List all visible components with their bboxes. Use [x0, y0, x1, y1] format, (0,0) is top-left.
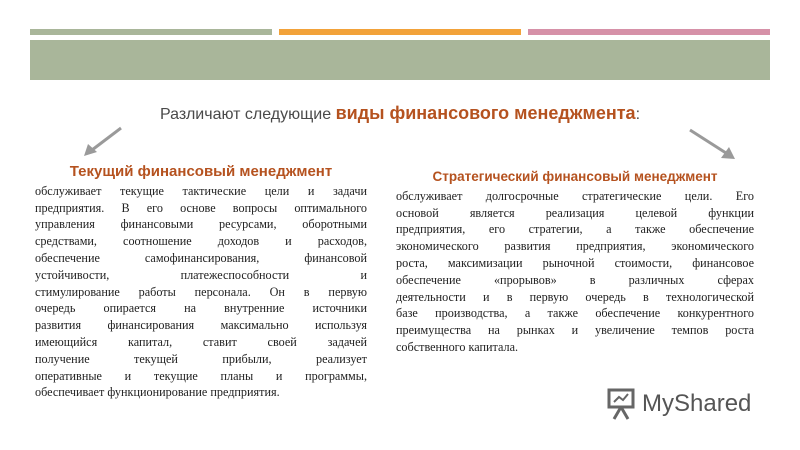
heading-suffix: :: [635, 106, 641, 123]
text-line: устойчивости, платежеспособности и: [35, 267, 367, 282]
text-line: собственного капитала.: [396, 339, 519, 354]
strategic-management-column: [396, 169, 754, 356]
decor-stripe-green: [30, 29, 272, 35]
decor-stripe-orange: [279, 29, 521, 35]
text-line: обеспечивает функционирование предприятия.: [35, 385, 280, 400]
text-line: обеспечение самофинансирования, финансовой: [35, 250, 367, 265]
arrow-left-icon: [84, 128, 121, 156]
decor-stripe-pink: [528, 29, 770, 35]
slide-heading: [0, 103, 800, 124]
text-line: основой является реализация целевой функции: [396, 205, 754, 220]
text-line: экономического развития предприятия, экономического: [396, 239, 754, 254]
arrow-right-icon: [690, 130, 735, 159]
presentation-board-icon: [606, 387, 636, 421]
text-line: имеющийся капитал, ставит своей задачей: [35, 334, 367, 349]
text-line: базе производства, а также обеспечение конкурентного: [396, 306, 754, 321]
current-management-column: [35, 164, 367, 401]
logo-text: MyShared: [642, 390, 752, 417]
text-line: оперативные и текущие планы и программы,: [35, 368, 367, 383]
heading-prefix: Различают следующие: [159, 106, 336, 123]
text-line: обеспечение «прорывов» в различных сферах: [396, 272, 754, 287]
text-line: обслуживает текущие тактические цели и задачи: [35, 183, 367, 198]
current-management-title: Текущий финансовый менеджмент: [69, 163, 333, 180]
text-line: преимущества на рынках и увеличение темпов роста: [396, 323, 754, 338]
text-line: стимулирование работы персонала. Он в первую: [35, 284, 367, 299]
text-line: роста, максимизации рыночной стоимости, финансовое: [396, 255, 754, 270]
text-line: средствами, соотношение доходов и расходов,: [35, 234, 367, 249]
strategic-management-text: [396, 188, 754, 356]
text-line: обслуживает долгосрочные стратегические цели. Его: [396, 188, 754, 203]
text-line: деятельности и в первую очередь в технологической: [396, 289, 754, 304]
text-line: предприятия. В его основе вопросы оптимального: [35, 200, 367, 215]
text-line: получение текущей прибыли, реализует: [35, 351, 367, 366]
text-line: очередь опирается на внутренние источники: [35, 301, 367, 316]
text-line: предприятия, его стратегии, а также обеспечение: [396, 222, 754, 237]
myshared-logo: [606, 386, 751, 422]
text-line: управления финансовыми ресурсами, оборотными: [35, 217, 367, 232]
heading-accent: виды финансового менеджмента: [335, 103, 636, 123]
strategic-management-title: Стратегический финансовый менеджмент: [432, 169, 718, 184]
text-line: развития финансирования максимально используя: [35, 318, 367, 333]
title-banner: [30, 40, 770, 80]
current-management-text: [35, 183, 367, 401]
